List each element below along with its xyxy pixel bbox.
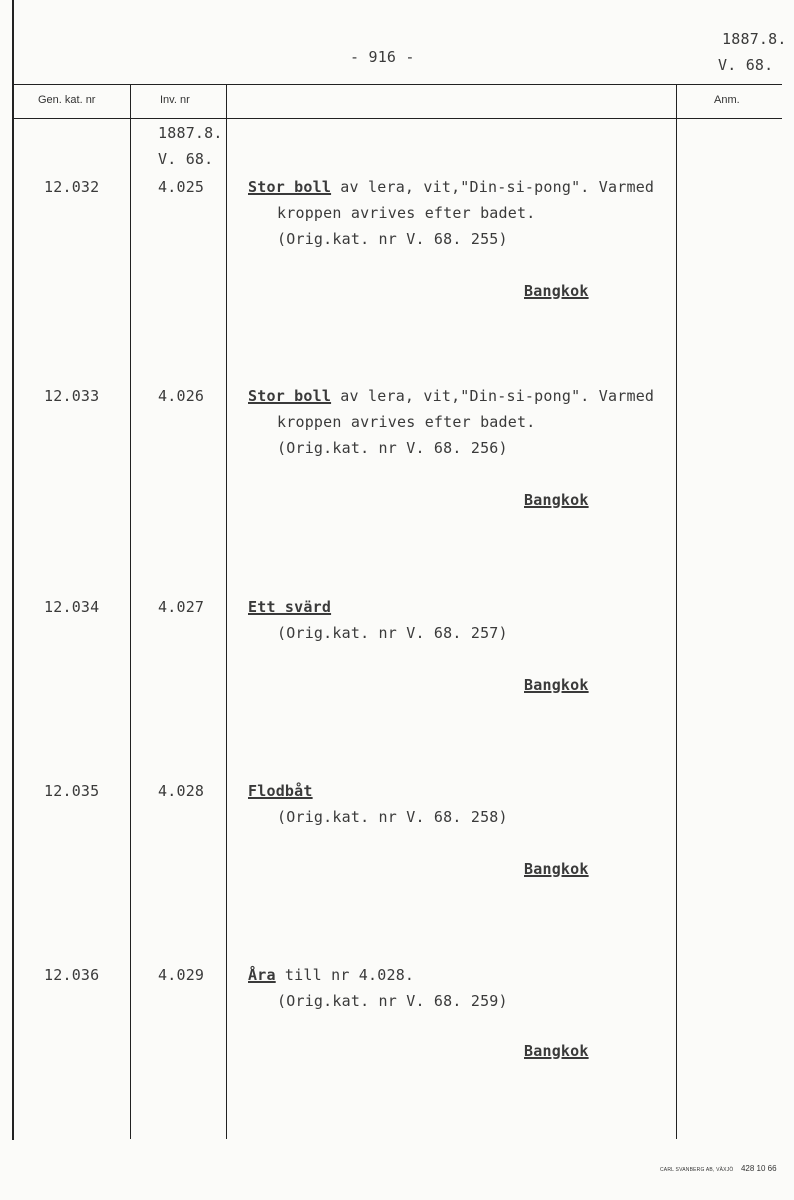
col-header-anm: Anm. — [714, 94, 740, 106]
top-right-ref-line2: V. 68. — [718, 56, 774, 74]
entry-ref: (Orig.kat. nr V. 68. 258) — [277, 808, 508, 826]
entry-text: av lera, vit,"Din-si-pong". Varmed — [331, 387, 655, 405]
gen-number: 12.035 — [44, 782, 100, 800]
top-right-ref-line1: 1887.8. — [722, 30, 787, 48]
entry-ref: (Orig.kat. nr V. 68. 259) — [277, 992, 508, 1010]
left-margin-rule — [12, 0, 14, 1140]
gen-number: 12.032 — [44, 178, 100, 196]
entry-place: Bangkok — [524, 860, 589, 878]
footer-imprint — [660, 1158, 777, 1176]
entry-title: Flodbåt — [248, 782, 313, 800]
entry-title: Åra — [248, 966, 276, 984]
entry-title: Stor boll — [248, 387, 332, 405]
gen-number: 12.036 — [44, 966, 100, 984]
footer-printer: CARL SVANBERG AB, VÄXJÖ — [660, 1167, 734, 1173]
inv-number: 4.025 — [158, 178, 205, 196]
entry-title: Ett svärd — [248, 598, 332, 616]
entry-description — [248, 178, 654, 196]
entry-place: Bangkok — [524, 491, 589, 509]
entry-place: Bangkok — [524, 676, 589, 694]
gen-number: 12.034 — [44, 598, 100, 616]
entry-text: av lera, vit,"Din-si-pong". Varmed — [331, 178, 655, 196]
gen-number: 12.033 — [44, 387, 100, 405]
col-header-gen: Gen. kat. nr — [38, 94, 96, 106]
entry-description — [248, 966, 414, 984]
inv-number: 4.027 — [158, 598, 205, 616]
entry-text: till nr 4.028. — [275, 966, 415, 984]
col-divider-1 — [130, 84, 131, 1139]
entry-ref: (Orig.kat. nr V. 68. 257) — [277, 624, 508, 642]
inv-number: 4.026 — [158, 387, 205, 405]
col-divider-2 — [226, 84, 227, 1139]
page-number: - 916 - — [350, 48, 415, 66]
entry-title: Stor boll — [248, 178, 332, 196]
entry-description — [248, 387, 654, 405]
inv-number: 4.029 — [158, 966, 205, 984]
header-top-rule — [12, 84, 782, 85]
inv-header-line2: V. 68. — [158, 150, 214, 168]
footer-code: 428 10 66 — [740, 1164, 777, 1173]
entry-description — [248, 598, 331, 616]
entry-ref: (Orig.kat. nr V. 68. 255) — [277, 230, 508, 248]
entry-description — [248, 782, 313, 800]
entry-place: Bangkok — [524, 1042, 589, 1060]
inv-number: 4.028 — [158, 782, 205, 800]
col-header-inv: Inv. nr — [160, 94, 190, 106]
inv-header-line1: 1887.8. — [158, 124, 223, 142]
col-divider-3 — [676, 84, 677, 1139]
entry-place: Bangkok — [524, 282, 589, 300]
entry-line2: kroppen avrives efter badet. — [277, 413, 536, 431]
entry-line2: kroppen avrives efter badet. — [277, 204, 536, 222]
header-bottom-rule — [12, 118, 782, 119]
entry-ref: (Orig.kat. nr V. 68. 256) — [277, 439, 508, 457]
